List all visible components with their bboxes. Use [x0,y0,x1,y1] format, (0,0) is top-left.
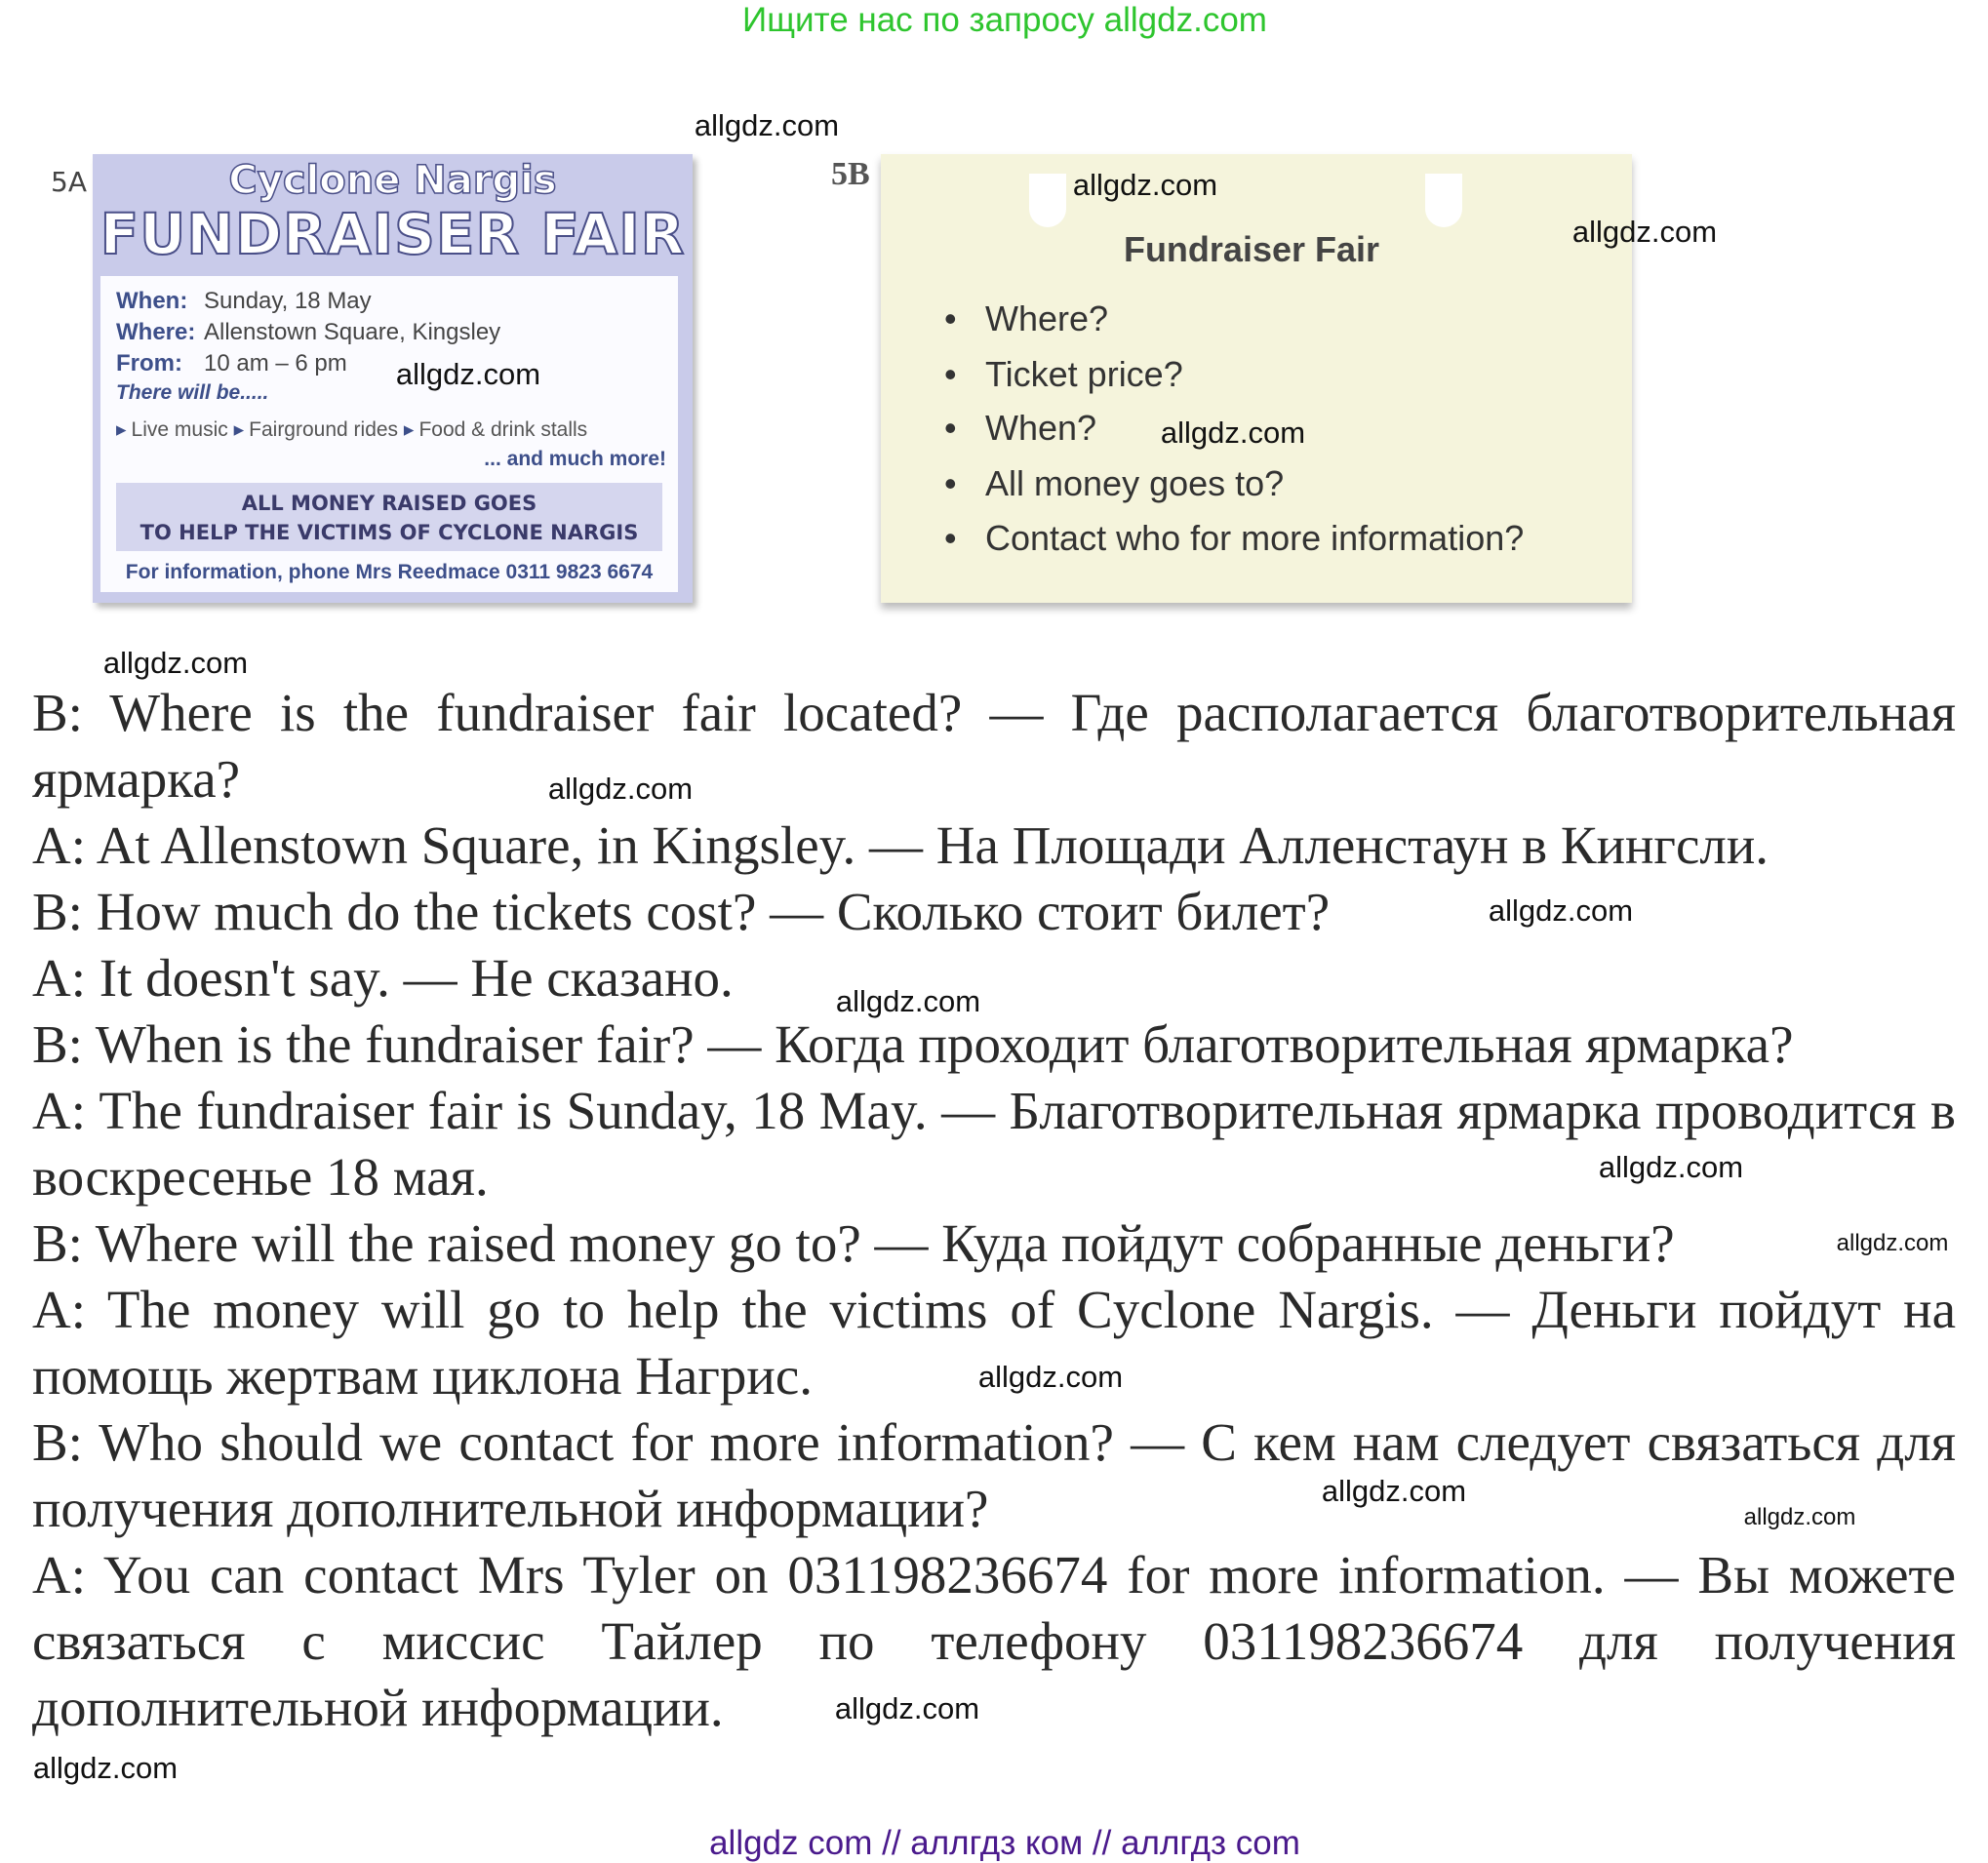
dialogue-line: B: Where will the raised money go to? — Куда пойдут собранные деньги? [32,1213,1675,1273]
bullet-icon: • [944,298,957,338]
band-line: TO HELP THE VICTIMS OF CYCLONE NARGIS [139,521,639,544]
attractions-list [116,417,587,442]
poster-row-from [116,350,347,377]
item-text: Ticket price? [985,354,1183,394]
dialogue-line: B: Who should we contact for more information? — С кем нам следует связаться для получения дополнительной информации? [32,1412,1956,1538]
note-item [944,298,1108,339]
bullet-icon: • [944,518,957,558]
watermark: allgdz.com [1571,215,1718,249]
contact-info: For information, phone Mrs Reedmace 0311 9823 6674 [125,561,654,583]
item-text: Contact who for more information? [985,518,1525,558]
watermark: allgdz.com [694,108,840,142]
triangle-bullet-icon: ▸ [403,418,415,441]
watermark: allgdz.com [102,646,249,680]
dialogue-line: B: How much do the tickets cost? — Сколько стоит билет? [32,882,1331,941]
watermark: allgdz.com [1598,1150,1744,1184]
question-note [881,154,1632,603]
dialogue-line: A: At Allenstown Square, in Kingsley. — На Площади Алленстаун в Кингсли. [32,815,1769,875]
attraction: Live music [131,418,228,441]
poster-row-when [116,288,372,315]
note-item [944,354,1183,395]
row-value: Sunday, 18 May [204,288,372,314]
footer-links: allgdz com // аллгдз ком // аллгдз com [709,1824,1300,1862]
watermark: allgdz.com [1160,416,1306,450]
poster-details [100,276,678,592]
dialogue-line: B: When is the fundraiser fair? — Когда проходит благотворительная ярмарка? [32,1014,1794,1074]
row-key: When: [116,288,188,314]
dialogue-line: A: You can contact Mrs Tyler on 031198236674 for more information. — Вы можете связаться с миссис Тайлер по телефону 031198236674 для получения дополнительной информации. [32,1545,1956,1737]
row-value: 10 am – 6 pm [204,350,347,377]
fundraiser-poster [93,154,693,603]
bullet-icon: • [944,354,957,394]
dialogue-line: A: The money will go to help the victims of Cyclone Nargis. — Деньги пойдут на помощь жертвам циклона Нагрис. [32,1280,1956,1406]
there-will-be: There will be..... [116,381,269,404]
row-value: Allenstown Square, Kingsley [204,319,501,345]
note-item [944,408,1096,449]
watermark: allgdz.com [395,357,541,391]
triangle-bullet-icon: ▸ [233,418,245,441]
exercise-label-5a: 5A [51,166,87,198]
watermark: allgdz.com [32,1751,179,1785]
dialogue-line: A: It doesn't say. — Не сказано. [32,948,734,1008]
bullet-icon: • [944,408,957,448]
exercise-label-5b: 5B [831,156,870,192]
watermark: allgdz.com [1488,893,1634,928]
money-band [116,483,662,551]
item-text: Where? [985,298,1109,338]
triangle-bullet-icon: ▸ [116,418,127,441]
watermark: allgdz.com [1321,1474,1467,1508]
watermark: allgdz.com [1743,1504,1856,1530]
dialogue-line: B: Where is the fundraiser fair located? — Где располагается благотворительная ярмарка? [32,683,1956,809]
poster-title: FUNDRAISER FAIR [99,201,686,267]
watermark: allgdz.com [1072,168,1218,202]
dialogue [32,680,1956,1741]
row-key: From: [116,350,182,377]
watermark: allgdz.com [977,1360,1124,1394]
watermark: allgdz.com [547,772,694,806]
item-text: When? [985,408,1097,448]
watermark: allgdz.com [1836,1230,1949,1256]
note-item [944,463,1284,504]
poster-row-where [116,319,500,346]
row-key: Where: [116,319,196,345]
note-item [944,518,1524,559]
and-much-more: ... and much more! [484,448,666,470]
note-title: Fundraiser Fair [1123,229,1380,269]
top-banner: Ищите нас по запросу allgdz.com [742,1,1267,39]
punch-hole [1425,174,1462,227]
item-text: All money goes to? [985,463,1285,503]
watermark: allgdz.com [834,1691,980,1725]
attraction: Food & drink stalls [418,418,588,441]
punch-hole [1029,174,1066,227]
poster-subtitle: Cyclone Nargis [228,158,557,203]
watermark: allgdz.com [835,984,981,1018]
bullet-icon: • [944,463,957,503]
dialogue-line: A: The fundraiser fair is Sunday, 18 May. — Благотворительная ярмарка проводится в воскресенье 18 мая. [32,1081,1956,1207]
band-line: ALL MONEY RAISED GOES [241,492,537,515]
attraction: Fairground rides [249,418,399,441]
